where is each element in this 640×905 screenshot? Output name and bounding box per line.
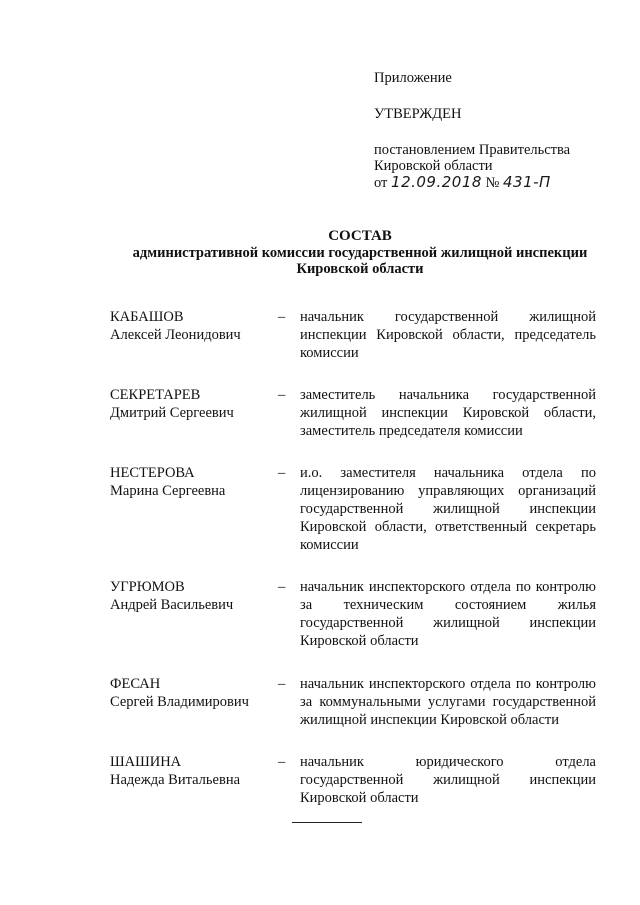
member-name: [110, 578, 278, 650]
member-given-name: Андрей Васильевич: [110, 597, 234, 613]
member-given-name: Марина Сергеевна: [110, 483, 226, 499]
member-dash: –: [278, 579, 286, 595]
member-nesterova: [110, 464, 596, 554]
handwritten-number: 431-П: [503, 173, 551, 191]
decree-date-line: [374, 174, 614, 191]
member-given-name: Дмитрий Сергеевич: [110, 405, 234, 421]
member-sekretarev: [110, 386, 596, 440]
member-name: [110, 675, 278, 729]
member-surname: КАБАШОВ: [110, 309, 184, 325]
member-given-name: Алексей Леонидович: [110, 327, 241, 343]
member-surname: ШАШИНА: [110, 754, 182, 770]
approved-label: УТВЕРЖДЕН: [374, 106, 462, 122]
member-dash: –: [278, 387, 286, 403]
member-dash: –: [278, 676, 286, 692]
member-surname: УГРЮМОВ: [110, 579, 185, 595]
member-role: начальник юридического отдела государственной жилищной инспекции Кировской области: [300, 754, 596, 806]
title-line-2: Кировской области: [296, 261, 424, 277]
member-surname: НЕСТЕРОВА: [110, 465, 195, 481]
title-line-1: административной комиссии государственной жилищной инспекции: [132, 245, 588, 261]
member-given-name: Сергей Владимирович: [110, 694, 249, 710]
member-role: начальник государственной жилищной инспекции Кировской области, председатель комиссии: [300, 309, 596, 361]
member-name: [110, 464, 278, 554]
decree-line-2: Кировской области: [374, 158, 493, 174]
member-given-name: Надежда Витальевна: [110, 772, 241, 788]
member-surname: ФЕСАН: [110, 676, 161, 692]
member-name: [110, 308, 278, 362]
decree-line-1: постановлением Правительства: [374, 142, 571, 158]
title-main: СОСТАВ: [328, 228, 392, 244]
number-sign: №: [485, 175, 500, 191]
member-kabashov: [110, 308, 596, 362]
member-dash: –: [278, 309, 286, 325]
member-name: [110, 386, 278, 440]
member-role: и.о. заместителя начальника отдела по лицензированию управляющих организаций государственной жилищной инспекции Кировской области, ответственный секретарь комиссии: [300, 465, 596, 553]
member-ugryumov: [110, 578, 596, 650]
member-surname: СЕКРЕТАРЕВ: [110, 387, 201, 403]
member-role: начальник инспекторского отдела по контролю за коммунальными услугами государственной жилищной инспекции Кировской области: [300, 676, 596, 728]
member-role: начальник инспекторского отдела по контролю за техническим состоянием жилья государственной жилищной инспекции Кировской области: [300, 579, 596, 649]
member-role: заместитель начальника государственной жилищной инспекции Кировской области, заместитель председателя комиссии: [300, 387, 596, 439]
date-prefix: от: [374, 175, 388, 191]
member-fesan: [110, 675, 596, 729]
member-name: [110, 753, 278, 807]
end-divider: [292, 822, 362, 823]
annex-label: Приложение: [374, 70, 452, 86]
member-dash: –: [278, 465, 286, 481]
members-list: [110, 308, 596, 831]
member-shashina: [110, 753, 596, 807]
approval-block: [374, 70, 614, 191]
document-title: [100, 228, 620, 277]
member-dash: –: [278, 754, 286, 770]
handwritten-date: 12.09.2018: [391, 173, 482, 191]
